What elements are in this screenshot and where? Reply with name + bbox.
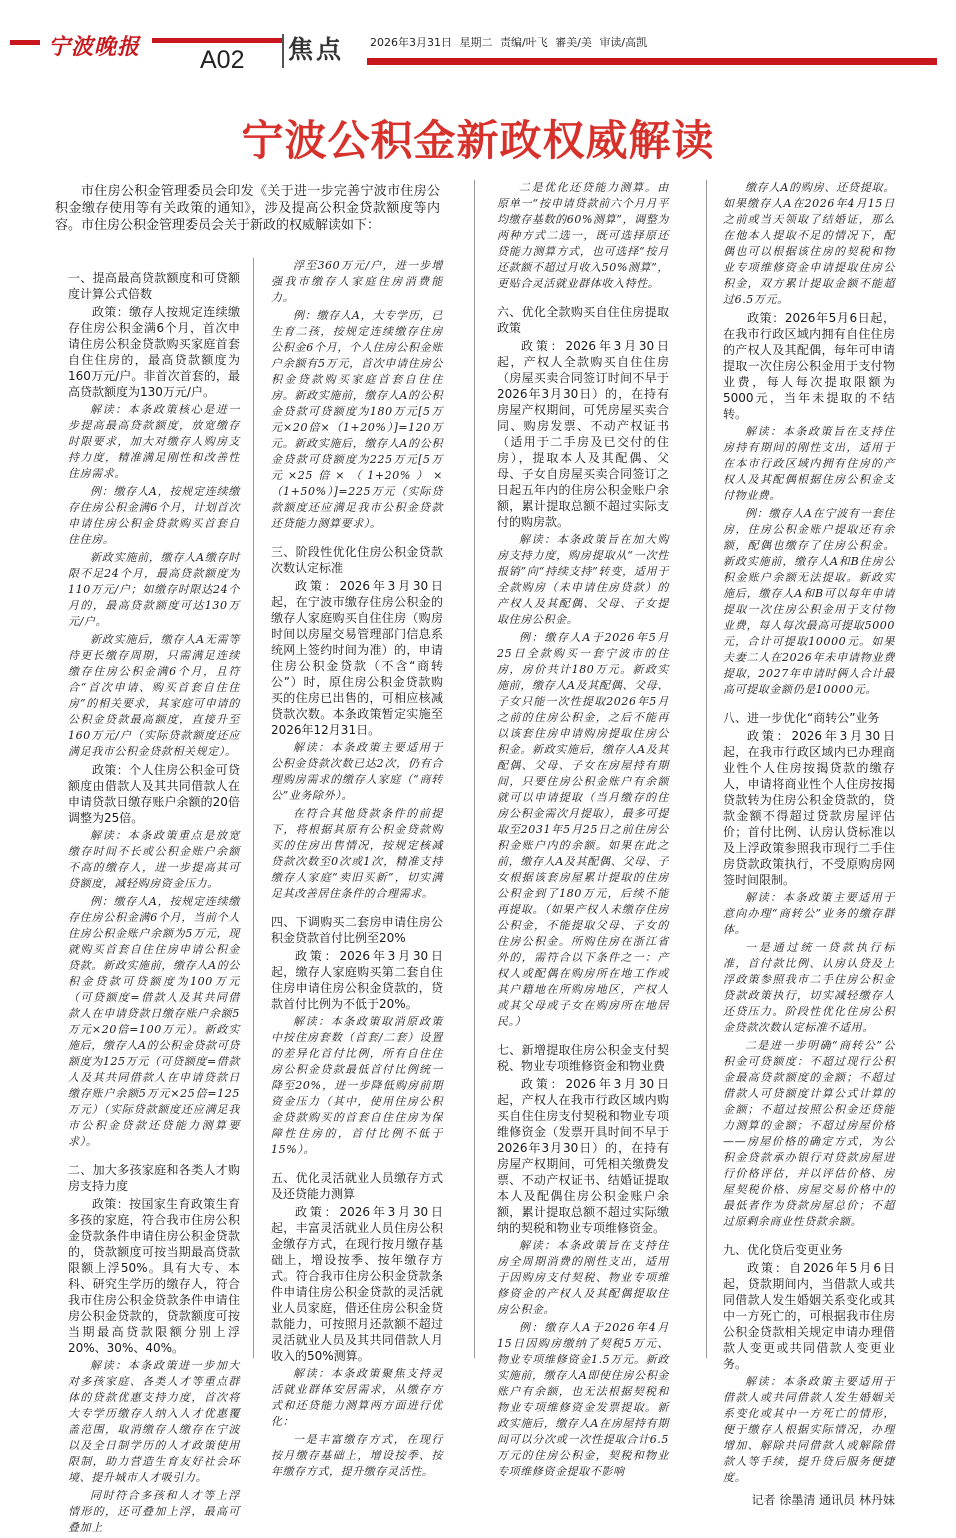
explanation-paragraph: 例：缴存人A，大专学历，已生育二孩，按规定连续缴存住房公积金6个月，个人住房公积金账户余额有5万元，首次申请住房公积金贷款购买家庭首套自住住房。新政实施前，缴存人A的公积金贷款可贷额度为180万元[5万元×20倍×（1+20%）]=120万元。新政实施后，缴存人A的公积金贷款可贷额度为225万元[5万元×25倍×（1+20%）×（1+50%）]=225万元（实际贷款额度还应满足我市公积金贷款还贷能力测算要求）。: [271, 309, 443, 530]
explanation-paragraph: 浮至360万元/户，进一步增强我市缴存人家庭住房消费能力。: [271, 259, 443, 304]
policy-paragraph: 政策：2026年3月30日起，产权人在我市行政区域内购买自住住房支付契税和物业专项维修资金（发票开具时间不早于2026年3月30日）的，在持有房屋产权期间，可凭相关缴费发票、不动产权证书、结婚证提取本人及配偶住房公积金账户余额，累计提取总额不超过实际缴纳的契税和物业专项维修资金。: [497, 1077, 669, 1235]
page-number: A02: [200, 46, 245, 74]
policy-paragraph: 政策：按国家生育政策生育多孩的家庭，符合我市住房公积金贷款条件申请住房公积金贷款的，贷款额度可按当期最高贷款限额上浮50%。具有大专、本科、研究生学历的缴存人，符合我市住房公积金贷款条件申请住房公积金贷款的，贷款额度可按当期最高贷款限额分别上浮20%、30%、40%。: [68, 1197, 240, 1355]
explanation-paragraph: 解读：本条政策旨在支持住房持有期间的刚性支出，适用于在本市行政区域内拥有住房的产权人及其配偶根据住房公积金支付物业费。: [723, 425, 895, 502]
explanation-paragraph: 新政实施后，缴存人A无需等待更长缴存周期，只需满足连续缴存住房公积金满6个月，且符合“首次申请、购买首套自住住房”的相关要求，其家庭可申请的公积金贷款最高额度，直接升至160万元/户（实际贷款额度还应满足我市公积金贷款相关规定）。: [68, 633, 240, 758]
policy-paragraph: 政策：2026年3月30日起，在我市行政区域内已办理商业性个人住房按揭贷款的缴存人，申请将商业性个人住房按揭贷款转为住房公积金贷款的，贷款金额不得超过贷款房屋评估价；首付比例、认房认贷标准以及上浮政策参照我市现行二手住房贷款政策执行，不受原购房网签时间限制。: [723, 729, 895, 887]
policy-paragraph: 政策：2026年3月30日起，在宁波市缴存住房公积金的缴存人家庭购买自住住房（购房时间以房屋交易管理部门信息系统网上签约时间为准）的，申请住房公积金贷款（不含“商转公”）时，原住房公积金贷款购买的住房已出售的，可相应核减贷款次数。本条政策暂定实施至2026年12月31日。: [271, 579, 443, 737]
explanation-paragraph: 解读：本条政策旨在支持住房全周期消费的刚性支出，适用于因购房支付契税、物业专项维修资金的产权人及其配偶提取住房公积金。: [497, 1239, 669, 1316]
column-divider: [706, 180, 707, 1358]
masthead-rule: [367, 58, 937, 65]
explanation-paragraph: 解读：本条政策重点是放宽缴存时间不长或公积金账户余额不高的缴存人，进一步提高其可贷额度，减轻购房资金压力。: [68, 829, 240, 890]
policy-paragraph: 政策：2026年3月30日起，丰富灵活就业人员住房公积金缴存方式，在现行按月缴存基础上，增设按季、按年缴存方式。符合我市住房公积金贷款条件申请住房公积金贷款的灵活就业人员家庭，借还住房公积金贷款能力，可按照月还款额不超过灵活就业人员及其共同借款人月收入的50%测算。: [271, 1205, 443, 1363]
column-divider: [253, 258, 254, 1358]
explanation-paragraph: 缴存人A的购房、还贷提取。如果缴存人A在2026年4月15日之前或当天领取了结婚证，那么在他本人提取不足的情况下，配偶也可以根据该住房的契税和物业专项维修资金申请提取住房公积金，双方累计提取金额不能超过6.5万元。: [723, 181, 895, 306]
section-heading: 九、优化贷后变更业务: [723, 1243, 844, 1257]
article-headline: 宁波公积金新政权威解读: [241, 116, 715, 165]
explanation-paragraph: 解读：本条政策核心是进一步提高最高贷款额度，放宽缴存时限要求，加大对缴存人购房支持力度，精准满足刚性和改善性住房需求。: [68, 403, 240, 480]
section-heading: 八、进一步优化“商转公”业务: [723, 711, 880, 725]
policy-paragraph: 政策：自2026年5月6日起，贷款期间内，当借款人或共同借款人发生婚姻关系变化或其中一方死亡的，可根据我市住房公积金贷款相关规定申请办理借款人变更或共同借款人变更业务。: [723, 1261, 895, 1371]
column-divider: [474, 180, 475, 1358]
article-column-2: [271, 258, 443, 1482]
policy-paragraph: 政策：2026年3月30日起，产权人全款购买自住住房（房屋买卖合同签订时间不早于2026年3月30日）的，在持有房屋产权期间，可凭房屋买卖合同、购房发票、不动产权证书（适用于二手房及已交付的住房），提取本人及其配偶、父母、子女自房屋买卖合同签订之日起五年内的住房公积金账户余额，累计提取总额不超过实际支付的购房款。: [497, 339, 669, 529]
explanation-paragraph: 新政实施前，缴存人A缴存时限不足24个月，最高贷款额度为110万元/户；如缴存时限达24个月的，最高贷款额度可达130万元/户。: [68, 551, 240, 628]
explanation-paragraph: 例：缴存人A在宁波有一套住房，住房公积金账户提取还有余额，配偶也缴存了住房公积金。新政实施前，缴存人A和B住房公积金账户余额无法提取。新政实施后，缴存人A和B可以每年申请提取一次住房公积金用于支付物业费，每人每次最高可提取5000元，合计可提取10000元。如果夫妻二人在2026年未申请物业费提取，2027年申请时俩人合计最高可提取金额仍是10000元。: [723, 507, 895, 696]
masthead: [0, 0, 956, 75]
explanation-paragraph: 解读：本条政策进一步加大对多孩家庭、各类人才等重点群体的贷款优惠支持力度，首次将大专学历缴存人纳入人才优惠覆盖范围，取消缴存人缴存在宁波以及全日制学历的人才政策使用限制，助力营造生育友好社会环境、提升城市人才吸引力。: [68, 1359, 240, 1484]
explanation-paragraph: 例：缴存人A于2026年5月25日全款购买一套宁波市的住房，房价共计180万元。新政实施前，缴存人A及其配偶、父母、子女只能一次性提取2026年5月之前的住房公积金，之后不能再以该套住房申请购房提取住房公积金。新政实施后，缴存人A及其配偶、父母、子女在房屋持有期间，只要住房公积金账户有余额就可以申请提取（当月缴存的住房公积金需次月提取），最多可提取至2031年5月25日之前住房公积金账户内的余额。如果在此之前，缴存人A及其配偶、父母、子女根据该套房屋累计提取的住房公积金到了180万元，后续不能再提取。（如果产权人未缴存住房公积金，不能提取父母、子女的住房公积金。所购住房在浙江省外的，需符合以下条件之一：产权人或配偶在购房所在地工作或其户籍地在所购房地区，产权人或其父母或子女在购房所在地居民。）: [497, 631, 669, 1028]
explanation-paragraph: 一是通过统一贷款执行标准，首付款比例、认房认贷及上浮政策参照我市二手住房公积金贷款政策执行，切实减轻缴存人还贷压力。阶段性优化住房公积金贷款次数认定标准不适用。: [723, 941, 895, 1034]
explanation-paragraph: 二是优化还贷能力测算。由原单一“按申请贷款前六个月月平均缴存基数的60%测算”，调整为两种方式二选一，既可选择原还贷能力测算方式，也可选择“按月还款额不超过月收入50%测算”，更贴合灵活就业群体收入特性。: [497, 181, 669, 290]
explanation-paragraph: 例：缴存人A，按规定连续缴存住房公积金满6个月，当前个人住房公积金账户余额为5万元，现就购买首套自住住房申请公积金贷款。新政实施前，缴存人A的公积金贷款可贷额度为100万元（可贷额度=借款人及其共同借款人在申请贷款日缴存账户余额5万元×20倍=100万元）。新政实施后，缴存人A的公积金贷款可贷额度为125万元（可贷额度=借款人及其共同借款人在申请贷款日缴存账户余额5万元×25倍=125万元）（实际贷款额度还应满足我市公积金贷款还贷能力测算要求）。: [68, 895, 240, 1148]
explanation-paragraph: 解读：本条政策旨在加大购房支持力度，购房提取从“一次性报销”向“持续支持”转变，适用于全款购房（未申请住房贷款）的产权人及其配偶、父母、子女提取住房公积金。: [497, 533, 669, 626]
designer-credit: 審美/美: [555, 36, 592, 49]
proofreader-credit: 审读/高凯: [599, 36, 648, 49]
explanation-paragraph: 在符合其他贷款条件的前提下，将根据其原有公积金贷款购买的住房出售情况，按规定核减贷款次数至0次或1次，精准支持缴存人家庭“卖旧买新”，切实满足其改善居住条件的合理需求。: [271, 807, 443, 900]
section-heading: 一、提高最高贷款额度和可贷额度计算公式倍数: [68, 271, 240, 301]
issue-meta: [370, 34, 647, 50]
editor-credit: 责编/叶飞: [500, 36, 548, 49]
article-column-4: [723, 180, 895, 1510]
issue-weekday: 星期二: [459, 36, 493, 49]
article-column-1: [68, 258, 240, 1538]
section-heading: 五、优化灵活就业人员缴存方式及还贷能力测算: [271, 1171, 443, 1201]
byline: 记者 徐墨清 通讯员 林丹妹: [751, 1493, 895, 1507]
issue-date: 2026年3月31日: [370, 36, 452, 49]
policy-paragraph: 政策：2026年5月6日起，在我市行政区域内拥有自住住房的产权人及其配偶，每年可申请提取一次住房公积金用于支付物业费，每人每次提取限额为5000元，当年未提取的不结转。: [723, 311, 895, 421]
section-heading: 二、加大多孩家庭和各类人才购房支持力度: [68, 1163, 240, 1193]
explanation-paragraph: 例：缴存人A于2026年4月15日因购房缴纳了契税5万元、物业专项维修资金1.5万元。新政实施前，缴存人A即使住房公积金账户有余额，也无法根据契税和物业专项维修资金发票提取。新政实施后，缴存人A在房屋持有期间可以分次或一次性提取合计6.5万元的住房公积金，契税和物业专项维修资金提取不影响: [497, 1321, 669, 1478]
explanation-paragraph: 一是丰富缴存方式，在现行按月缴存基础上，增设按季、按年缴存方式，提升缴存灵活性。: [271, 1433, 443, 1478]
explanation-paragraph: 二是进一步明确“商转公”公积金可贷额度：不超过现行公积金最高贷款额度的金额；不超过借款人可贷额度计算公式计算的金额；不超过按照公积金还贷能力测算的金额；不超过房屋价格——房屋价格的确定方式，为公积金贷款承办银行对贷款房屋进行价格评估，并以评估价格、房屋契税价格、房屋交易价格中的最低者作为贷款房屋总价；不超过原剩余商业性贷款余额。: [723, 1039, 895, 1228]
explanation-paragraph: 解读：本条政策取消原政策中按住房套数（首套/二套）设置的差异化首付比例，所有自住住房公积金贷款最低首付比例统一降至20%，进一步降低购房前期资金压力（其中，使用住房公积金贷款购买的首套自住住房为保障性住房的，首付比例不低于15%）。: [271, 1015, 443, 1156]
section-heading: 七、新增提取住房公积金支付契税、物业专项维修资金和物业费: [497, 1043, 669, 1073]
section-heading: 四、下调购买二套房申请住房公积金贷款首付比例至20%: [271, 915, 443, 945]
masthead-accent-bar: [10, 40, 40, 45]
section-heading: 三、阶段性优化住房公积金贷款次数认定标准: [271, 545, 443, 575]
article-column-3: [497, 180, 669, 1482]
section-divider: [282, 34, 284, 68]
policy-paragraph: 政策：缴存人按规定连续缴存住房公积金满6个月，首次申请住房公积金贷款购买家庭首套自住住房的，最高贷款额度为160万元/户。非首次首套的，最高贷款额度为130万元/户。: [68, 305, 240, 399]
policy-paragraph: 政策：个人住房公积金可贷额度由借款人及其共同借款人在申请贷款日缴存账户余额的20倍调整为25倍。: [68, 763, 240, 825]
article-lead: 市住房公积金管理委员会印发《关于进一步完善宁波市住房公积金缴存使用等有关政策的通知》，涉及提高公积金贷款额度等内容。市住房公积金管理委员会关于新政的权威解读如下：: [55, 184, 440, 233]
explanation-paragraph: 解读：本条政策主要适用于借款人或共同借款人发生婚姻关系变化或其中一方死亡的情形，便于缴存人根据实际情况，办理增加、解除共同借款人或解除借款人等手续，提升贷后服务便捷度。: [723, 1375, 895, 1484]
newspaper-logo: 宁波晚报: [48, 34, 141, 60]
explanation-paragraph: 解读：本条政策主要适用于意向办理“商转公”业务的缴存群体。: [723, 891, 895, 936]
masthead-accent-bar: [152, 38, 282, 43]
section-name: 焦点: [288, 35, 345, 64]
policy-paragraph: 政策：2026年3月30日起，缴存人家庭购买第二套自住住房申请住房公积金贷款的，贷款首付比例为不低于20%。: [271, 949, 443, 1011]
section-heading: 六、优化全款购买自住住房提取政策: [497, 305, 669, 335]
explanation-paragraph: 解读：本条政策聚焦支持灵活就业群体安居需求，从缴存方式和还贷能力测算两方面进行优化：: [271, 1367, 443, 1428]
explanation-paragraph: 同时符合多孩和人才等上浮情形的，还可叠加上浮，最高可叠加上: [68, 1489, 240, 1534]
explanation-paragraph: 解读：本条政策主要适用于公积金贷款次数已达2次，仍有合理购房需求的缴存人家庭（“商转公”业务除外）。: [271, 741, 443, 802]
explanation-paragraph: 例：缴存人A，按规定连续缴存住房公积金满6个月，计划首次申请住房公积金贷款购买首套自住住房。: [68, 485, 240, 546]
